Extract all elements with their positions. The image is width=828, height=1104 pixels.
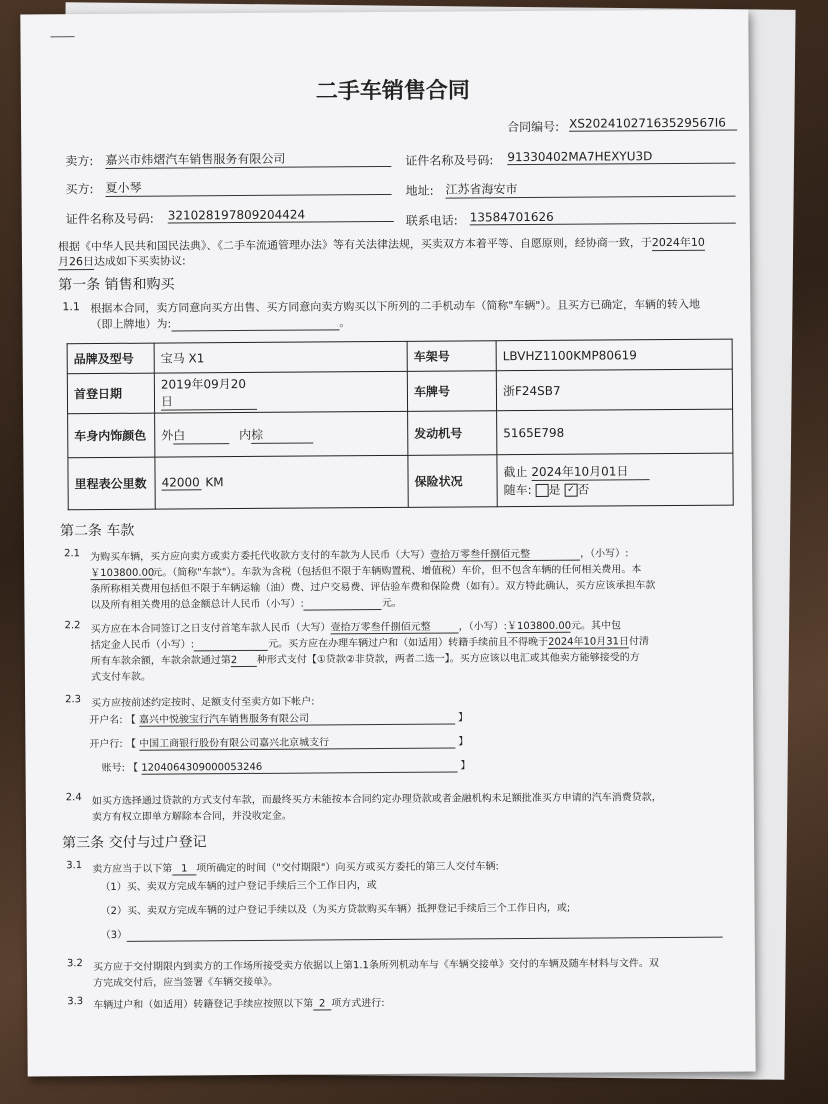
clause-2-1-num: 2.1 <box>64 548 81 560</box>
staple-mark <box>50 36 74 37</box>
insurance-label: 保险状况 <box>408 455 497 508</box>
vehicle-table <box>67 339 734 511</box>
clause-3-2-num: 3.2 <box>66 958 83 970</box>
color-value: 外白 内棕 <box>155 411 408 457</box>
clause-2-3-num: 2.3 <box>65 694 82 706</box>
clause-2-2-line2: 括定金人民币（小写）: 元。买方应在办理车辆过户和（如适用）转籍手续前且不得晚于2024年10月31日付清 <box>91 632 649 652</box>
page-title: 二手车销售合同 <box>315 78 470 105</box>
vin-value: LBVHZ1100KMP80619 <box>496 339 732 371</box>
insurance-value: 截止 2024年10月01日 随车: 是 ✓ 否 <box>497 453 733 507</box>
no-checkbox: ✓ <box>564 484 577 497</box>
contract-page <box>20 9 755 1076</box>
buyer-label: 买方: <box>65 182 94 197</box>
clause-3-3-num: 3.3 <box>67 996 84 1008</box>
phone-label: 联系电话: <box>405 213 458 228</box>
seller-id: 91330402MA7HEXYU3D <box>507 149 735 166</box>
buyer-name: 夏小琴 <box>105 177 391 197</box>
clause-2-2-line3: 所有车款余额，车款余款通过第2 种形式支付【①贷款②非贷款，两者二选一】。买方应该以电汇或其他卖方能够接受的方 <box>90 652 640 668</box>
clause-2-2-line4: 式支付车款。 <box>90 671 151 684</box>
engine-value: 5165E798 <box>497 409 733 455</box>
seller-id-label: 证件名称及号码: <box>405 153 494 168</box>
reg-date-label: 首登日期 <box>67 373 154 414</box>
clause-3-1-option2: （2）买、卖双方完成车辆的过户登记手续以及（为买方贷款购买车辆）抵押登记手续后三个工作日内，或; <box>100 902 571 918</box>
clause-2-4-line1: 如买方选择通过贷款的方式支付车款，而最终买方未能按本合同约定办理贷款或者金融机构未足额批准买方申请的汽车消费贷款， <box>91 792 662 808</box>
mileage-label: 里程表公里数 <box>68 457 155 510</box>
brand-value: 宝马 X1 <box>154 341 407 373</box>
buyer-id-label: 证件名称及号码: <box>65 211 154 227</box>
article2-title: 第二条 车款 <box>59 522 135 540</box>
account-no-row: 账号: 【 1204064309000053246 】 <box>101 760 471 775</box>
clause-2-1-line4: 以及所有相关费用的总金额总计人民币（小写）: 元。 <box>90 597 402 612</box>
account-bank-row: 开户行: 【 中国工商银行股份有限公司嘉兴北京城支行 】 <box>89 732 468 751</box>
clause-1-1-num: 1.1 <box>62 300 80 314</box>
reg-date-value: 2019年09月20日 <box>154 371 407 413</box>
clause-3-1-option3: （3） <box>101 922 723 942</box>
clause-2-4-line2: 卖方有权立即单方解除本合同，并没收定金。 <box>91 810 292 824</box>
contract-no: XS20241027163529567I6 <box>569 116 737 132</box>
contract-no-label: 合同编号: <box>507 119 560 135</box>
seller-name: 嘉兴市炜熠汽车销售服务有限公司 <box>105 149 391 169</box>
article3-title: 第三条 交付与过户登记 <box>62 834 207 852</box>
preamble-line2: 月26日达成如下买卖协议: <box>57 254 186 269</box>
clause-3-3-line1: 车辆过户和（如适用）转籍登记手续应按照以下第 2 项方式进行: <box>93 998 385 1012</box>
clause-2-4-num: 2.4 <box>65 792 82 804</box>
vin-label: 车架号 <box>407 341 496 372</box>
preamble-line1: 根据《中华人民共和国民法典》、《二手车流通管理办法》等有关法律法规，买卖双方本着平等、自愿原则，经协商一致，于2024年10 <box>57 235 705 254</box>
clause-3-1-option1: （1）买、卖双方完成车辆的过户登记手续后三个工作日内，或 <box>100 880 377 894</box>
seller-label: 卖方: <box>65 154 94 169</box>
clause-2-3-line1: 买方应按前述约定按时、足额支付至卖方如下帐户: <box>91 696 315 710</box>
account-name-row: 开户名: 【 嘉兴中悦骏宝行汽车销售服务有限公司 】 <box>89 708 468 727</box>
clause-1-1-line1: 根据本合同，卖方同意向买方出售、买方同意向卖方购买以下所列的二手机动车（简称"车辆"）。且买方已确定，车辆的转入地 <box>90 297 701 316</box>
plate-value: 浙F24SB7 <box>496 369 732 411</box>
clause-3-2-line1: 买方应于交付期限内到卖方的工作场所接受卖方依据以上第1.1条所列机动车与《车辆交接单》交付的车辆及随车材料与文件。双 <box>92 958 659 974</box>
clause-2-1-line1: 为购买车辆，买方应向卖方或卖方委托代收款方支付的车款为人民币（大写）壹拾万零叁仟捌佰元整 ，（小写）: <box>90 544 628 564</box>
clause-3-2-line2: 方完成交付后，应当签署《车辆交接单》。 <box>93 976 279 990</box>
color-label: 车身内饰颜色 <box>68 413 155 458</box>
clause-2-2-num: 2.2 <box>64 620 81 632</box>
engine-label: 发动机号 <box>408 411 497 456</box>
address-label: 地址: <box>405 183 434 198</box>
clause-2-2-line1: 买方应在本合同签订之日支付首笔车款人民币（大写）壹拾万零叁仟捌佰元整 ，（小写）:￥103800.00元。其中包 <box>91 616 622 636</box>
plate-label: 车牌号 <box>407 371 496 412</box>
clause-2-1-line2: ￥103800.00元。（简称"车款"）。车款为含税（包括但不限于车辆购置税、增值税）车价，但不包含车辆的任何相关费用。本 <box>90 564 642 580</box>
article1-title: 第一条 销售和购买 <box>58 276 175 294</box>
phone: 13584701626 <box>470 209 736 226</box>
clause-2-1-line3: 条所称相关费用包括但不限于车辆运输（油）费、过户交易费、评估验车费和保险费（如有）。双方特此确认，买方应该承担车款 <box>90 580 656 596</box>
yes-checkbox <box>535 484 548 497</box>
brand-label: 品牌及型号 <box>67 343 154 374</box>
mileage-value: 42000 KM <box>155 455 408 509</box>
address: 江苏省海安市 <box>445 179 735 199</box>
clause-3-1-num: 3.1 <box>66 860 83 872</box>
clause-1-1-line2: （即上牌地）为: 。 <box>90 316 351 332</box>
clause-3-1-line1: 卖方应当于以下第 1 项所确定的时间（"交付期限"）向买方或买方委托的第三人交付车辆: <box>92 861 499 876</box>
buyer-id: 321028197809204424 <box>168 207 394 224</box>
